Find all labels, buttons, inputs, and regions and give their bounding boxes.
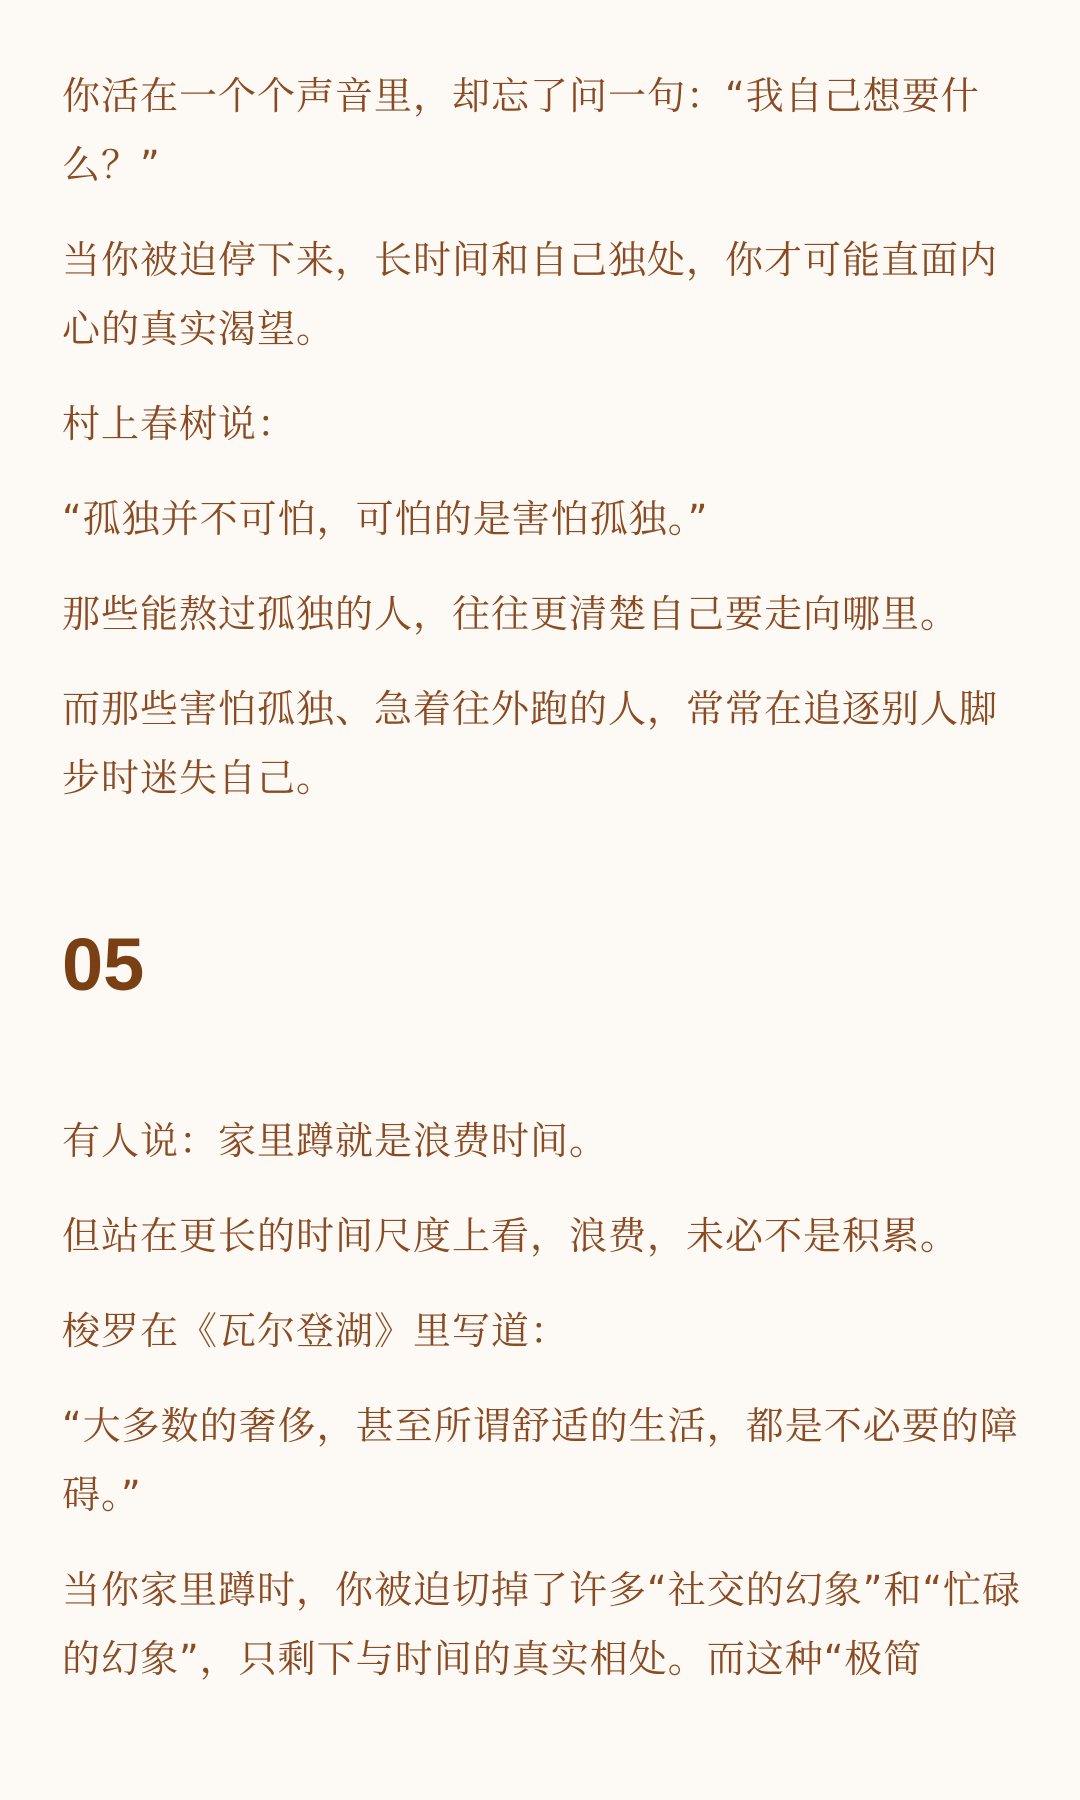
quote-intro: 梭罗在《瓦尔登湖》里写道： xyxy=(62,1309,570,1353)
paragraph: 当你被迫停下来，长时间和自己独处，你才可能直面内心的真实渴望。 xyxy=(62,238,999,351)
paragraph: 你活在一个个声音里，却忘了问一句：“我自己想要什么？” xyxy=(62,74,980,187)
quote: “孤独并不可怕，可怕的是害怕孤独。” xyxy=(62,497,709,541)
paragraph: 那些能熬过孤独的人，往往更清楚自己要走向哪里。 xyxy=(62,592,960,636)
section-number: 05 xyxy=(62,923,145,1006)
quote: “大多数的奢侈，甚至所谓舒适的生活，都是不必要的障碍。” xyxy=(62,1404,1019,1517)
quote-intro: 村上春树说： xyxy=(62,402,297,446)
article-section-bottom xyxy=(62,1107,1022,1694)
paragraph: 而那些害怕孤独、急着往外跑的人，常常在追逐别人脚步时迷失自己。 xyxy=(62,687,999,800)
paragraph: 但站在更长的时间尺度上看，浪费，未必不是积累。 xyxy=(62,1214,960,1258)
article-section-top xyxy=(62,62,1022,813)
paragraph: 有人说：家里蹲就是浪费时间。 xyxy=(62,1119,609,1163)
paragraph: 当你家里蹲时，你被迫切掉了许多“社交的幻象”和“忙碌的幻象”，只剩下与时间的真实相处。而这种“极简 xyxy=(62,1568,1022,1681)
